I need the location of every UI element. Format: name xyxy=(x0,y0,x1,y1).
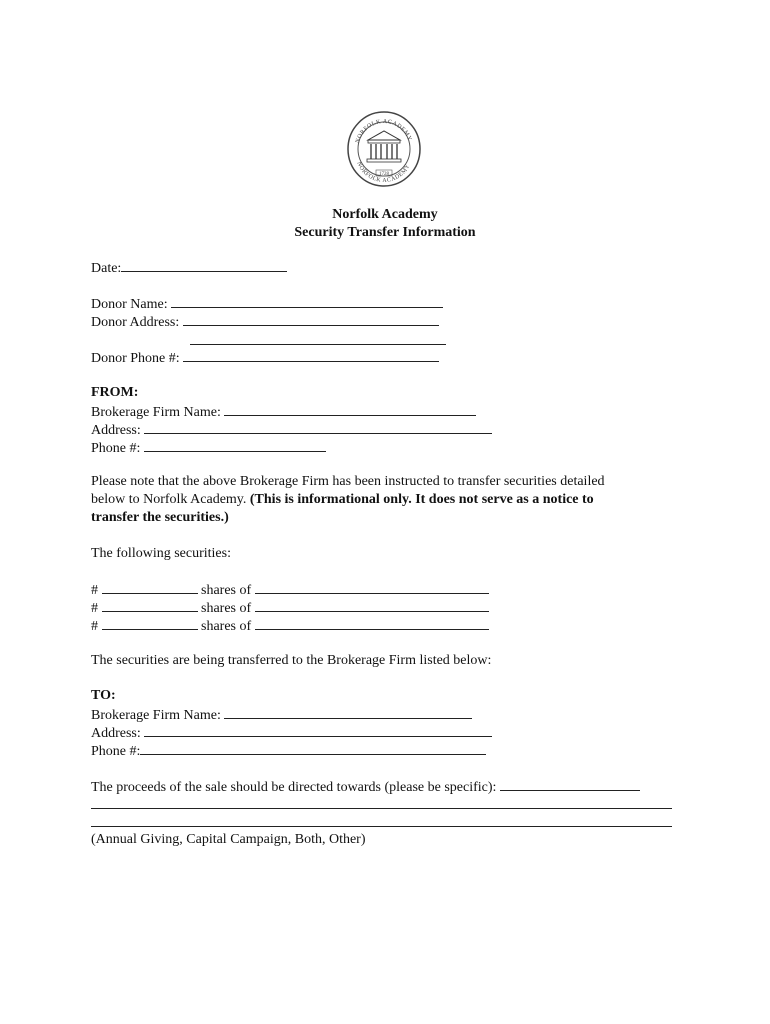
securities-row xyxy=(91,598,489,616)
to-phone-label: Phone #: xyxy=(91,744,141,759)
donor-phone-row xyxy=(91,348,439,366)
date-label: Date: xyxy=(91,261,122,276)
proceeds-field[interactable] xyxy=(500,777,640,791)
notice-line-3: transfer the securities.) xyxy=(91,510,229,525)
donor-phone-field[interactable] xyxy=(183,348,439,362)
to-heading: TO: xyxy=(91,688,116,703)
donor-phone-label: Donor Phone #: xyxy=(91,351,180,366)
proceeds-row xyxy=(91,777,640,795)
notice-line-1: Please note that the above Brokerage Firm has been instructed to transfer securities detailed xyxy=(91,474,605,489)
donor-name-label: Donor Name: xyxy=(91,297,168,312)
donor-address-field-2[interactable] xyxy=(190,331,446,345)
donor-address-field[interactable] xyxy=(183,312,439,326)
donor-name-row xyxy=(91,294,443,312)
securities-row xyxy=(91,580,489,598)
school-name: Norfolk Academy xyxy=(332,207,438,222)
notice-line-2 xyxy=(91,491,594,509)
proceeds-label: The proceeds of the sale should be directed towards (please be specific): xyxy=(91,780,497,795)
shares-of-label: shares of xyxy=(201,583,252,598)
donor-address-row-2 xyxy=(190,331,446,349)
security-name-field[interactable] xyxy=(255,580,489,594)
from-firm-field[interactable] xyxy=(224,402,476,416)
from-address-row xyxy=(91,420,492,438)
notice-bold: (This is informational only. It does not serve as a notice to xyxy=(249,492,594,507)
security-name-field[interactable] xyxy=(255,616,489,630)
from-address-field[interactable] xyxy=(144,420,492,434)
shares-of-label: shares of xyxy=(201,601,252,616)
hash-label: # xyxy=(91,583,98,598)
to-address-field[interactable] xyxy=(144,723,492,737)
from-heading: FROM: xyxy=(91,385,139,400)
date-row xyxy=(91,258,287,276)
donor-address-label: Donor Address: xyxy=(91,315,180,330)
shares-count-field[interactable] xyxy=(102,598,198,612)
to-firm-row xyxy=(91,705,472,723)
from-phone-field[interactable] xyxy=(144,438,326,452)
to-address-label: Address: xyxy=(91,726,141,741)
from-firm-label: Brokerage Firm Name: xyxy=(91,405,221,420)
from-phone-label: Phone #: xyxy=(91,441,141,456)
securities-intro: The following securities: xyxy=(91,546,231,561)
svg-text:NORFOLK ACADEMY: NORFOLK ACADEMY xyxy=(354,118,413,145)
from-address-label: Address: xyxy=(91,423,141,438)
proceeds-field-line-2[interactable] xyxy=(91,808,672,809)
to-phone-row xyxy=(91,741,486,759)
from-phone-row xyxy=(91,438,326,456)
shares-count-field[interactable] xyxy=(102,616,198,630)
svg-text:1728: 1728 xyxy=(379,172,389,177)
hash-label: # xyxy=(91,619,98,634)
shares-count-field[interactable] xyxy=(102,580,198,594)
notice-plain: below to Norfolk Academy. xyxy=(91,492,250,507)
proceeds-options-hint: (Annual Giving, Capital Campaign, Both, Other) xyxy=(91,832,366,847)
donor-name-field[interactable] xyxy=(171,294,443,308)
to-address-row xyxy=(91,723,492,741)
securities-row xyxy=(91,616,489,634)
transfer-note: The securities are being transferred to the Brokerage Firm listed below: xyxy=(91,653,492,668)
security-name-field[interactable] xyxy=(255,598,489,612)
to-phone-field[interactable] xyxy=(140,741,486,755)
to-firm-field[interactable] xyxy=(224,705,472,719)
shares-of-label: shares of xyxy=(201,619,252,634)
donor-address-row xyxy=(91,312,439,330)
from-firm-row xyxy=(91,402,476,420)
form-title: Security Transfer Information xyxy=(294,225,476,240)
school-seal-logo xyxy=(346,110,422,188)
hash-label: # xyxy=(91,601,98,616)
svg-text:NORFOLK ACADEMY: NORFOLK ACADEMY xyxy=(355,161,412,185)
form-header xyxy=(0,206,770,242)
proceeds-field-line-3[interactable] xyxy=(91,826,672,827)
date-field[interactable] xyxy=(121,258,287,272)
to-firm-label: Brokerage Firm Name: xyxy=(91,708,221,723)
